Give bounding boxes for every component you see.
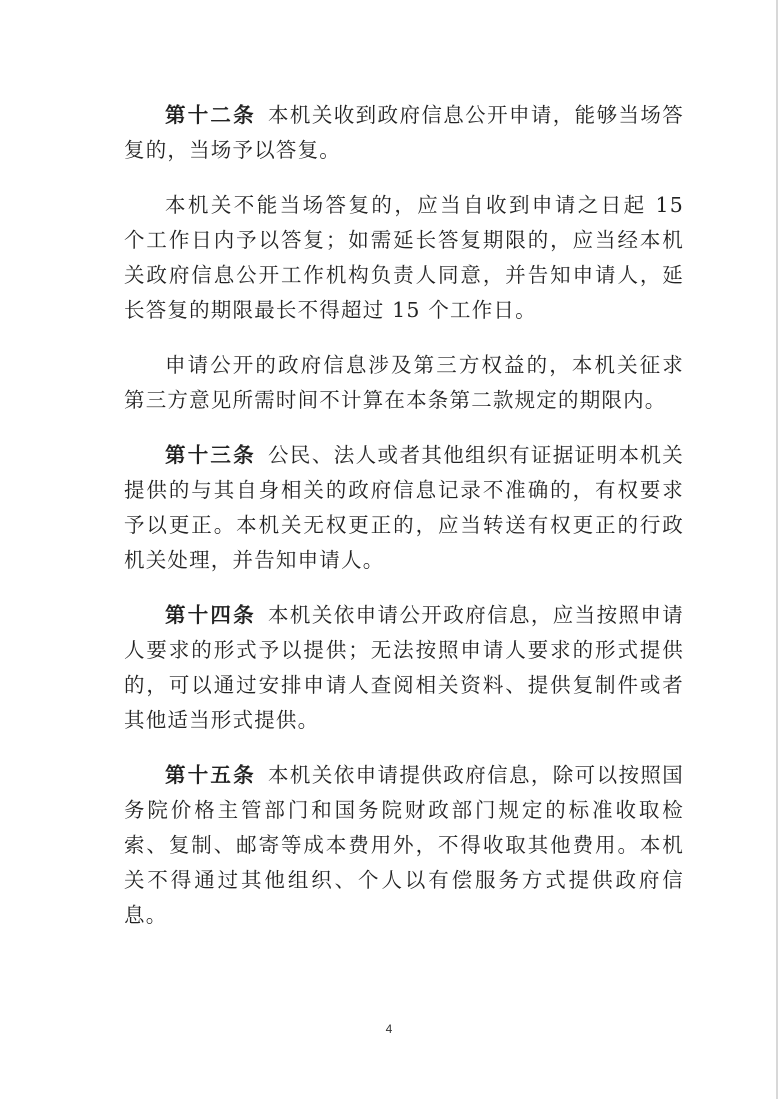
article-12-paragraph-2: 本机关不能当场答复的，应当自收到申请之日起 15 个工作日内予以答复；如需延长答复期限的，应当经本机关政府信息公开工作机构负责人同意，并告知申请人，延长答复的期限最长不得超过 15 个工作日。 <box>124 193 684 322</box>
article-15-paragraph-1 <box>124 758 684 933</box>
article-13-paragraph-1 <box>124 438 684 578</box>
article-12-paragraph-3: 申请公开的政府信息涉及第三方权益的，本机关征求第三方意见所需时间不计算在本条第二款规定的期限内。 <box>124 353 684 412</box>
article-15-number: 第十五条 <box>165 763 256 787</box>
article-13-number: 第十三条 <box>165 443 256 467</box>
article-12-number: 第十二条 <box>165 103 256 127</box>
article-15-text-1: 本机关依申请提供政府信息，除可以按照国务院价格主管部门和国务院财政部门规定的标准收取检索、复制、邮寄等成本费用外，不得收取其他费用。本机关不得通过其他组织、个人以有偿服务方式提供政府信息。 <box>124 763 684 927</box>
page-number: 4 <box>385 1022 393 1036</box>
article-13-text-1: 公民、法人或者其他组织有证据证明本机关提供的与其自身相关的政府信息记录不准确的，有权要求予以更正。本机关无权更正的，应当转送有权更正的行政机关处理，并告知申请人。 <box>124 443 684 572</box>
document-body <box>124 98 684 953</box>
article-12-text-1: 本机关收到政府信息公开申请，能够当场答复的，当场予以答复。 <box>124 103 684 162</box>
article-14-number: 第十四条 <box>165 603 256 627</box>
article-14-paragraph-1 <box>124 598 684 738</box>
article-12-paragraph-1 <box>124 98 684 168</box>
article-14-text-1: 本机关依申请公开政府信息，应当按照申请人要求的形式予以提供；无法按照申请人要求的形式提供的，可以通过安排申请人查阅相关资料、提供复制件或者其他适当形式提供。 <box>124 603 684 732</box>
